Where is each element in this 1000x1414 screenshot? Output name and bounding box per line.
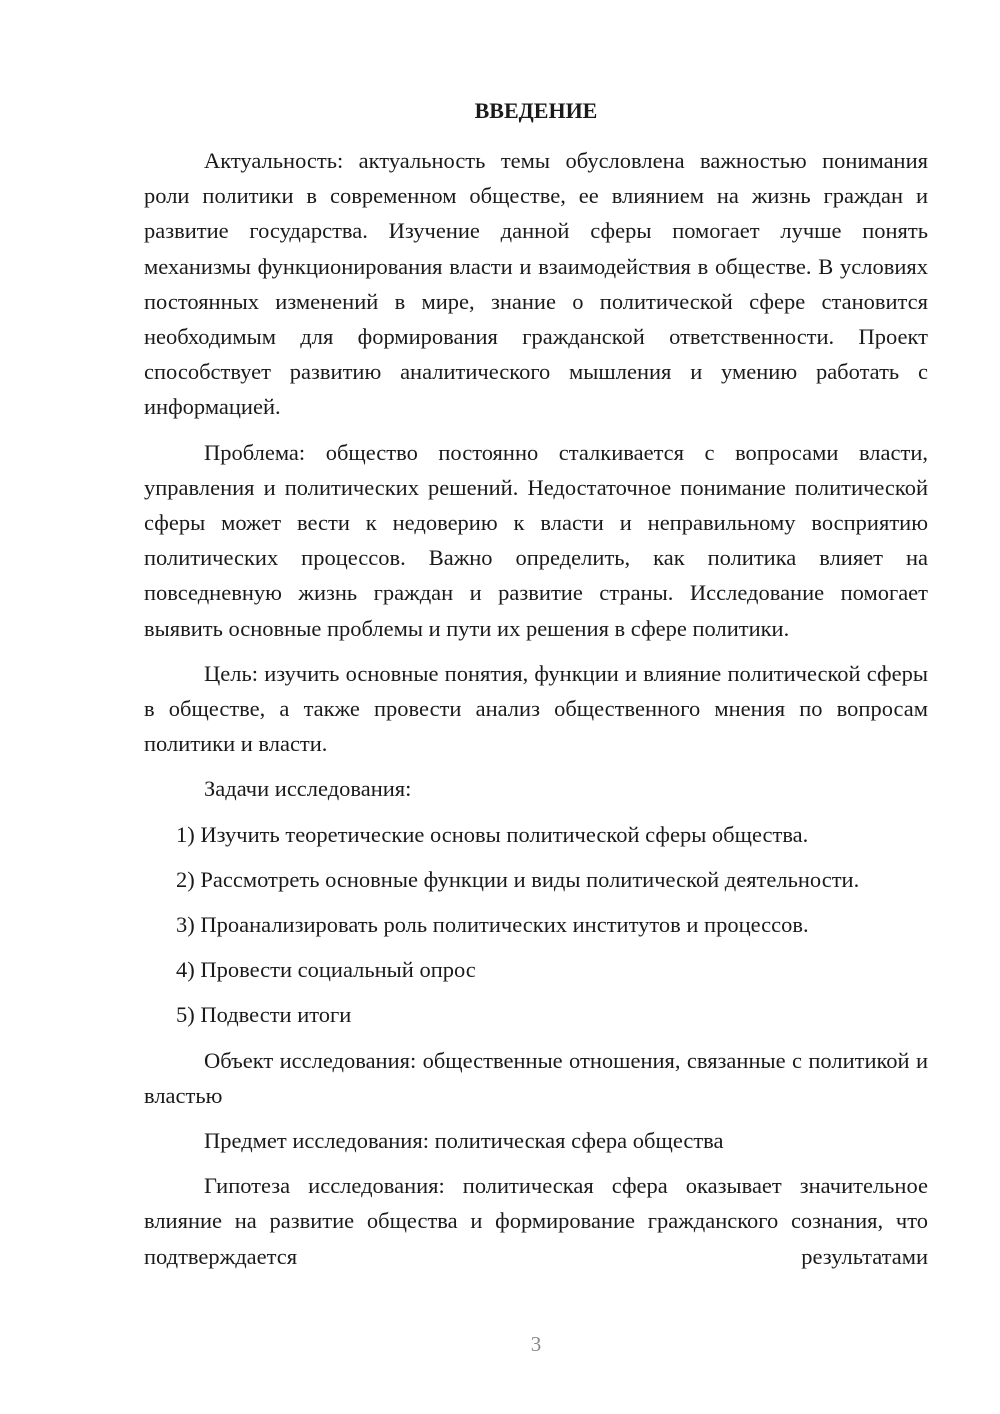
task-item: 5) Подвести итоги	[176, 1002, 352, 1028]
paragraph-goal: Цель: изучить основные понятия, функции и влияние политической сферы в обществе, а также провести анализ общественного мнения по вопросам политики и власти.	[144, 660, 928, 757]
tasks-heading: Задачи исследования:	[204, 776, 412, 802]
task-item: 1) Изучить теоретические основы политической сферы общества.	[176, 821, 809, 847]
paragraph-subject: Предмет исследования: политическая сфера общества	[204, 1128, 724, 1154]
task-item: 4) Провести социальный опрос	[176, 957, 476, 983]
paragraph-object: Объект исследования: общественные отношения, связанные с политикой и властью	[144, 1047, 928, 1108]
page-title: ВВЕДЕНИЕ	[474, 98, 598, 123]
task-item: 2) Рассмотреть основные функции и виды политической деятельности.	[176, 866, 860, 892]
task-item: 3) Проанализировать роль политических институтов и процессов.	[176, 912, 809, 938]
document-page	[144, 96, 928, 1284]
paragraph-relevance: Актуальность: актуальность темы обусловлена важностью понимания роли политики в современном обществе, ее влиянием на жизнь граждан и развитие государства. Изучение данной сферы помогает лучше понять механизмы функционирования власти и взаимодействия в обществе. В условиях постоянных изменений в мире, знание о политической сфере становится необходимым для формирования гражданской ответственности. Проект способствует развитию аналитического мышления и умению работать с информацией.	[144, 148, 928, 420]
page-number: 3	[530, 1332, 542, 1356]
paragraph-hypothesis: Гипотеза исследования: политическая сфера оказывает значительное влияние на развитие общества и формирование гражданского сознания, что подтверждается результатами	[144, 1173, 928, 1269]
paragraph-problem: Проблема: общество постоянно сталкивается с вопросами власти, управления и политических решений. Недостаточное понимание политической сферы может вести к недоверию к власти и неправильному восприятию политических процессов. Важно определить, как политика влияет на повседневную жизнь граждан и развитие страны. Исследование помогает выявить основные проблемы и пути их решения в сфере политики.	[144, 439, 928, 641]
